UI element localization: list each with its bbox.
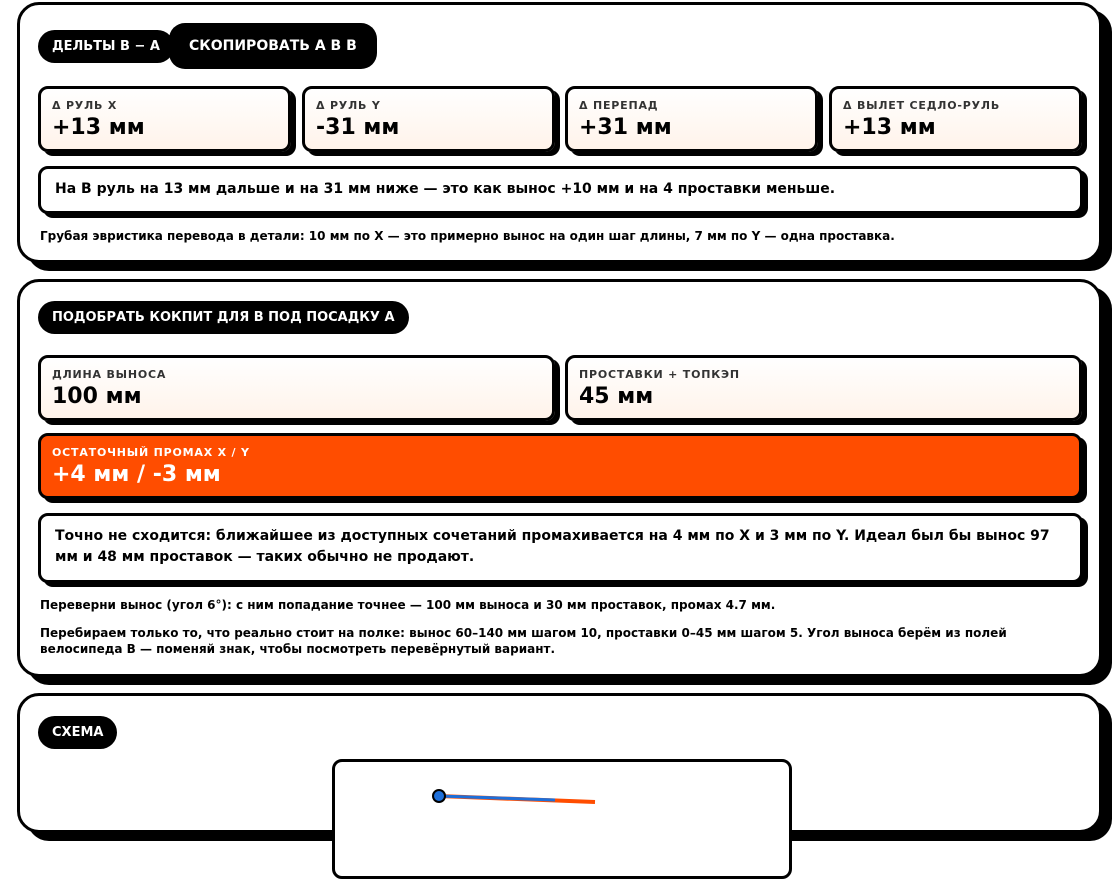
stem-length-metric bbox=[38, 355, 555, 421]
metric-label: ПРОСТАВКИ + ТОПКЭП bbox=[579, 368, 740, 381]
flip-note: Переверни вынос (угол 6°): с ним попадание точнее — 100 мм выноса и 30 мм проставок, промах 4.7 мм. bbox=[40, 598, 776, 612]
range-note: Перебираем только то, что реально стоит на полке: вынос 60–140 мм шагом 10, проставки 0–45 мм шагом 5. Угол выноса берём из полей велосипеда B — поменяй знак, чтобы посмотреть перевёрнутый вариант. bbox=[40, 626, 1007, 656]
metric-label: ДЛИНА ВЫНОСА bbox=[52, 368, 167, 381]
handlebar-point[interactable] bbox=[433, 790, 445, 802]
deltas-summary: На B руль на 13 мм дальше и на 31 мм ниже — это как вынос +10 мм и на 4 проставки меньше. bbox=[38, 166, 1083, 214]
delta-saddle-bar-reach bbox=[829, 86, 1082, 152]
scheme-diagram bbox=[332, 759, 792, 879]
deltas-card bbox=[17, 2, 1102, 263]
metric-value: +31 мм bbox=[579, 115, 672, 140]
metric-label: Δ РУЛЬ Y bbox=[316, 99, 381, 112]
metric-label: ОСТАТОЧНЫЙ ПРОМАХ X / Y bbox=[52, 446, 250, 459]
metric-label: Δ РУЛЬ X bbox=[52, 99, 118, 112]
fit-card bbox=[17, 279, 1102, 677]
metric-value: +4 мм / -3 мм bbox=[52, 462, 221, 487]
delta-handlebar-y bbox=[302, 86, 555, 152]
metric-value: -31 мм bbox=[316, 115, 400, 140]
a-cockpit-line bbox=[439, 796, 555, 800]
delta-handlebar-x bbox=[38, 86, 291, 152]
deltas-heading: ДЕЛЬТЫ B − A bbox=[38, 30, 174, 63]
metric-label: Δ ПЕРЕПАД bbox=[579, 99, 659, 112]
metric-value: 45 мм bbox=[579, 384, 654, 409]
spacers-metric bbox=[565, 355, 1082, 421]
scheme-svg bbox=[335, 762, 792, 879]
delta-drop bbox=[565, 86, 818, 152]
metric-label: Δ ВЫЛЕТ СЕДЛО-РУЛЬ bbox=[843, 99, 1001, 112]
residual-miss-metric bbox=[38, 433, 1082, 499]
fit-explanation: Точно не сходится: ближайшее из доступных сочетаний промахивается на 4 мм по X и 3 мм по Y. Идеал был бы вынос 97 мм и 48 мм проставок — таких обычно не продают. bbox=[38, 513, 1083, 583]
fit-heading: ПОДОБРАТЬ КОКПИТ ДЛЯ B ПОД ПОСАДКУ A bbox=[38, 301, 409, 334]
metric-value: +13 мм bbox=[52, 115, 145, 140]
deltas-hint: Грубая эвристика перевода в детали: 10 мм по X — это примерно вынос на один шаг длины, 7 мм по Y — одна проставка. bbox=[40, 229, 895, 243]
metric-value: +13 мм bbox=[843, 115, 936, 140]
metric-value: 100 мм bbox=[52, 384, 142, 409]
copy-a-to-b-button[interactable]: СКОПИРОВАТЬ A В B bbox=[169, 23, 377, 69]
scheme-card bbox=[17, 693, 1102, 833]
scheme-heading: СХЕМА bbox=[38, 716, 117, 749]
